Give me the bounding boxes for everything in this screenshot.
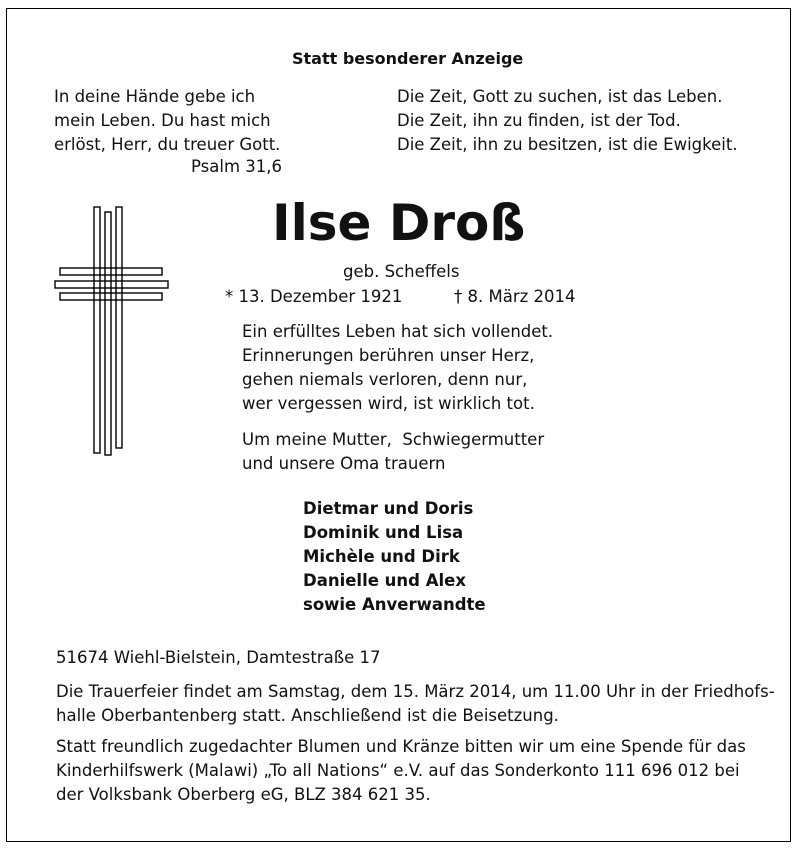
poem-line: Ein erfülltes Leben hat sich vollendet. bbox=[242, 322, 554, 341]
psalm-line: mein Leben. Du hast mich bbox=[54, 111, 271, 130]
psalm-line: In deine Hände gebe ich bbox=[54, 87, 256, 106]
maiden-name: geb. Scheffels bbox=[343, 262, 460, 281]
mourning-text bbox=[242, 428, 544, 476]
psalm-line: erlöst, Herr, du treuer Gott. bbox=[54, 135, 281, 154]
family-member: sowie Anverwandte bbox=[303, 595, 486, 614]
zeit-line: Die Zeit, ihn zu besitzen, ist die Ewigkeit. bbox=[397, 135, 738, 154]
memorial-poem bbox=[242, 320, 553, 416]
donation-info bbox=[56, 735, 746, 807]
cross-icon bbox=[54, 206, 169, 458]
zeit-quote bbox=[397, 85, 738, 157]
poem-line: Erinnerungen berühren unser Herz, bbox=[242, 346, 535, 365]
family-member: Michèle und Dirk bbox=[303, 547, 460, 566]
funeral-line: halle Oberbantenberg statt. Anschließend ist die Beisetzung. bbox=[56, 706, 559, 725]
address: 51674 Wiehl-Bielstein, Damtestraße 17 bbox=[56, 648, 381, 667]
poem-line: gehen niemals verloren, denn nur, bbox=[242, 370, 528, 389]
birth-date: * 13. Dezember 1921 bbox=[225, 287, 403, 306]
deceased-name: Ilse Droß bbox=[272, 194, 526, 252]
donation-line: Statt freundlich zugedachter Blumen und Kränze bitten wir um eine Spende für das bbox=[56, 737, 746, 756]
psalm-quote bbox=[54, 85, 280, 157]
death-date: † 8. März 2014 bbox=[454, 287, 576, 306]
funeral-line: Die Trauerfeier findet am Samstag, dem 15. März 2014, um 11.00 Uhr in der Friedhofs- bbox=[56, 682, 775, 701]
donation-line: der Volksbank Oberberg eG, BLZ 384 621 35. bbox=[56, 785, 431, 804]
notice-header: Statt besonderer Anzeige bbox=[292, 49, 524, 68]
family-list bbox=[303, 497, 486, 617]
family-member: Dietmar und Doris bbox=[303, 499, 474, 518]
family-member: Dominik und Lisa bbox=[303, 523, 464, 542]
mourning-line: Um meine Mutter, Schwiegermutter bbox=[242, 430, 545, 449]
family-member: Danielle und Alex bbox=[303, 571, 466, 590]
donation-line: Kinderhilfswerk (Malawi) „To all Nations“ e.V. auf das Sonderkonto 111 696 012 bei bbox=[56, 761, 740, 780]
poem-line: wer vergessen wird, ist wirklich tot. bbox=[242, 394, 535, 413]
funeral-info bbox=[56, 680, 775, 728]
zeit-line: Die Zeit, ihn zu finden, ist der Tod. bbox=[397, 111, 681, 130]
mourning-line: und unsere Oma trauern bbox=[242, 454, 446, 473]
psalm-reference: Psalm 31,6 bbox=[191, 157, 283, 176]
zeit-line: Die Zeit, Gott zu suchen, ist das Leben. bbox=[397, 87, 723, 106]
